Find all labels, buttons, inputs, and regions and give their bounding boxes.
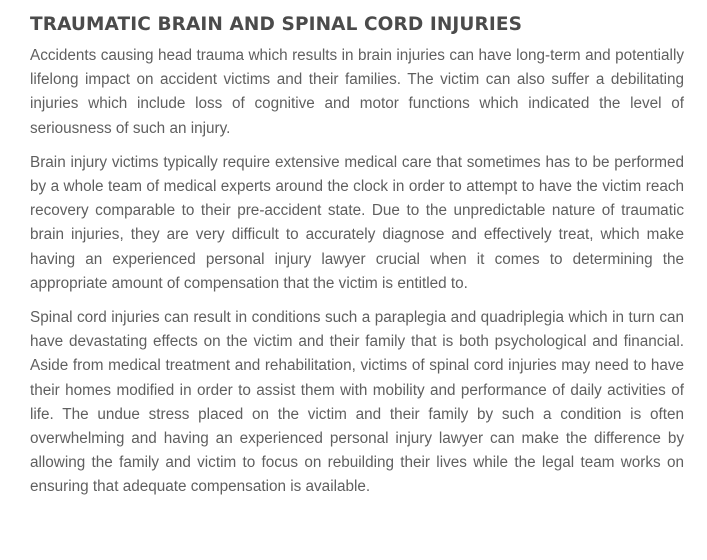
article-heading: TRAUMATIC BRAIN AND SPINAL CORD INJURIES (30, 14, 523, 35)
article-paragraph-spinal-cord: Spinal cord injuries can result in conditions such a paraplegia and quadriplegia which in turn can have devastating effects on the victim and their family that is both psychological and financial. Aside from medical treatment and rehabilitation, victims of spinal cord injuries may need to have their homes modified in order to assist them with mobility and performance of daily activities of life. The undue stress placed on the victim and their family by such a condition is often overwhelming and having an experienced personal injury lawyer can make the difference by allowing the family and victim to focus on rebuilding their lives while the legal team works on ensuring that adequate compensation is available. (30, 309, 684, 496)
article-paragraph-head-trauma: Accidents causing head trauma which results in brain injuries can have long-term and potentially lifelong impact on accident victims and their families. The victim can also suffer a debilitating injuries which include loss of cognitive and motor functions which indicated the level of seriousness of such an injury. (30, 47, 684, 137)
article (30, 12, 684, 510)
article-paragraph-brain-injury: Brain injury victims typically require extensive medical care that sometimes has to be performed by a whole team of medical experts around the clock in order to attempt to have the victim reach recovery comparable to their pre-accident state. Due to the unpredictable nature of traumatic brain injuries, they are very difficult to accurately diagnose and effectively treat, which make having an experienced personal injury lawyer crucial when it comes to determining the appropriate amount of compensation that the victim is entitled to. (30, 153, 684, 292)
